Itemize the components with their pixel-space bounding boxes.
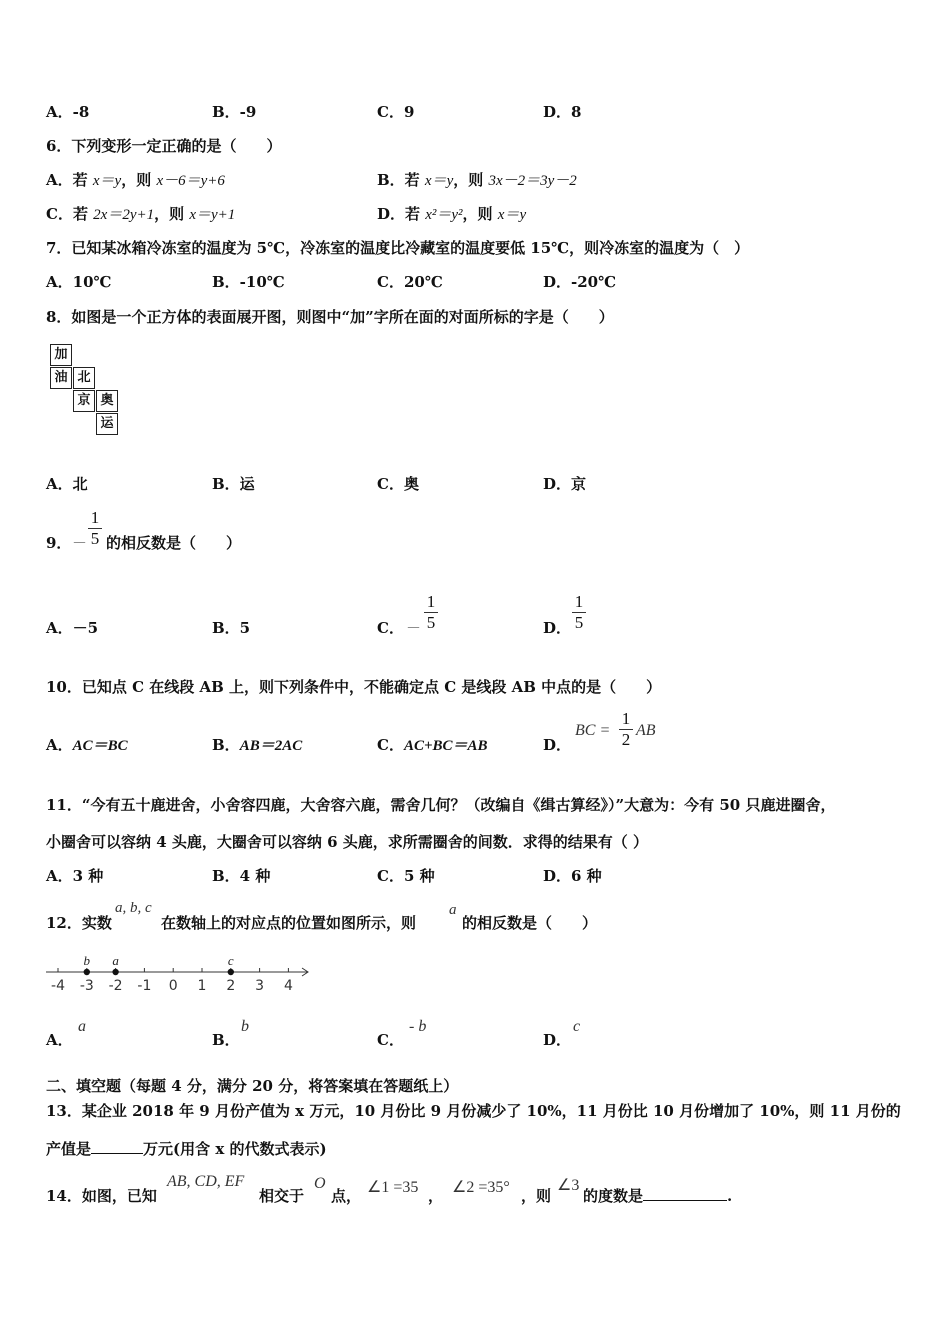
q8-option-d: D．京 (543, 475, 587, 493)
q9-option-c-fraction: 1 5 (424, 593, 438, 632)
q14-stem-tail: 的度数是 . (583, 1187, 733, 1205)
net-cell-you: 油 (50, 367, 72, 389)
q5-option-c: C．9 (377, 103, 415, 121)
q10-stem: 10．已知点 C 在线段 AB 上，则下列条件中，不能确定点 C 是线段 AB 中点的是（ ） (46, 678, 662, 696)
q6-option-c: C．若 2x＝2y+1，则 x＝y+1 (46, 205, 236, 223)
q10-option-d-right: AB (636, 722, 656, 739)
q5-option-b: B．-9 (212, 103, 257, 121)
q9-option-c-label: C． (377, 619, 404, 637)
net-cell-jia: 加 (50, 344, 72, 366)
q9-option-d-fraction: 1 5 (572, 593, 586, 632)
q9-option-a: A．－5 (46, 619, 99, 637)
q12-option-a: a (78, 1018, 86, 1035)
q12-option-d: c (573, 1018, 581, 1035)
q8-option-a: A．北 (46, 475, 88, 493)
q11-option-a: A．3 种 (46, 867, 104, 885)
q8-option-b: B．运 (212, 475, 255, 493)
q9-option-c-minus: － (406, 619, 422, 637)
q13-line-2: 产值是 万元(用含 x 的代数式表示) (46, 1140, 327, 1158)
number-line-point-b (84, 969, 90, 975)
number-line-tick-label: -3 (79, 978, 94, 994)
number-line-figure (40, 950, 320, 1000)
q11-line-1: 11．“今有五十鹿进舍，小舍容四鹿，大舍容六鹿，需舍几何？（改编自《缉古算经》）”大意为：今有 50 只鹿进圈舍， (46, 796, 836, 814)
q9-option-d-label: D． (543, 619, 572, 637)
q10-option-d-fraction: 1 2 (619, 710, 633, 749)
net-cell-jing: 京 (73, 390, 95, 412)
number-line-point-label-a: a (112, 953, 119, 968)
number-line-tick-label: 4 (283, 978, 293, 994)
q6-option-d: D．若 x²＝y²，则 x＝y (377, 205, 527, 223)
number-line-point-label-c: c (227, 953, 234, 968)
q10-option-c: C．AC+BC＝AB (377, 736, 488, 754)
number-line-tick-label: 0 (168, 978, 178, 994)
q14-stem-mid: 相交于 (259, 1187, 305, 1205)
number-line-tick-label: -2 (108, 978, 123, 994)
q14-stem-mid2: 点， (331, 1187, 362, 1205)
q12-option-d-label: D． (543, 1031, 572, 1049)
number-line-point-c (228, 969, 234, 975)
q12-option-b-label: B． (212, 1031, 240, 1049)
q12-vars: a, b, c (115, 900, 152, 916)
number-line-tick-label: -1 (137, 978, 152, 994)
q9-number: 9． (46, 534, 72, 552)
q14-lines: AB, CD, EF (167, 1173, 245, 1190)
q14-point-o: O (314, 1175, 326, 1192)
q11-option-b: B．4 种 (212, 867, 271, 885)
q5-option-a: A．-8 (46, 103, 90, 121)
q6-option-b: B．若 x＝y，则 3x－2＝3y－2 (377, 171, 577, 189)
q13-line-1: 13．某企业 2018 年 9 月份产值为 x 万元，10 月份比 9 月份减少了 10%，11 月份比 10 月份增加了 10%，则 11 月份的 (46, 1102, 901, 1120)
section-2-heading: 二、填空题（每题 4 分，满分 20 分，将答案填在答题纸上） (46, 1077, 459, 1095)
number-line-point-label-b: b (83, 953, 91, 968)
net-cell-bei: 北 (73, 367, 95, 389)
q14-comma-2: ，则 (521, 1187, 552, 1205)
number-line-tick-label: 2 (226, 978, 236, 994)
q11-option-d: D．6 种 (543, 867, 602, 885)
q7-stem: 7．已知某冰箱冷冻室的温度为 5℃，冷冻室的温度比冷藏室的温度要低 15℃，则冷冻室的温度为（ ） (46, 239, 750, 257)
q14-answer-blank (643, 1186, 727, 1201)
q8-option-c: C．奥 (377, 475, 419, 493)
q9-stem: 的相反数是（ ） (106, 534, 242, 552)
q10-option-d-left: BC = (575, 722, 611, 739)
q12-option-a-label: A． (46, 1031, 73, 1049)
q13-answer-blank (91, 1139, 143, 1154)
q9-minus: － (72, 534, 88, 552)
q5-option-d: D．8 (543, 103, 582, 121)
q7-option-a: A．10℃ (46, 273, 112, 291)
q9-option-b: B．5 (212, 619, 251, 637)
q7-option-b: B．-10℃ (212, 273, 285, 291)
number-line-point-a (112, 969, 118, 975)
q10-option-d-label: D． (543, 736, 572, 754)
q12-option-b: b (241, 1018, 249, 1035)
q12-stem-tail: 的相反数是（ ） (462, 914, 598, 932)
q11-line-2: 小圈舍可以容纳 4 头鹿，大圈舍可以容纳 6 头鹿，求所需圈舍的间数．求得的结果有（ ） (46, 833, 648, 851)
q12-option-c-label: C． (377, 1031, 404, 1049)
q7-option-c: C．20℃ (377, 273, 443, 291)
number-line-tick-label: 3 (255, 978, 265, 994)
q14-angle-2: ∠2 =35° (452, 1179, 510, 1196)
q12-option-c: - b (409, 1018, 427, 1035)
q14-angle-3: ∠3 (557, 1177, 580, 1194)
q11-option-c: C．5 种 (377, 867, 435, 885)
q6-stem: 6．下列变形一定正确的是（ ） (46, 137, 282, 155)
q8-stem: 8．如图是一个正方体的表面展开图，则图中“加”字所在面的对面所标的字是（ ） (46, 308, 614, 326)
q12-stem-pre: 12．实数 (46, 914, 112, 932)
net-cell-yun: 运 (96, 413, 118, 435)
net-cell-ao: 奥 (96, 390, 118, 412)
q12-stem-mid: 在数轴上的对应点的位置如图所示，则 (161, 914, 417, 932)
q14-stem-pre: 14．如图，已知 (46, 1187, 157, 1205)
number-line-tick-label: -4 (51, 978, 65, 994)
q14-angle-1: ∠1 =35 (367, 1179, 419, 1196)
q14-comma-1: ， (428, 1187, 444, 1205)
q7-option-d: D．-20℃ (543, 273, 617, 291)
q9-fraction: 1 5 (88, 509, 102, 548)
q12-var-a: a (449, 902, 457, 918)
q10-option-a: A．AC＝BC (46, 736, 128, 754)
q6-option-a: A．若 x＝y，则 x－6＝y+6 (46, 171, 225, 189)
number-line-tick-label: 1 (197, 978, 207, 994)
q10-option-b: B．AB＝2AC (212, 736, 303, 754)
